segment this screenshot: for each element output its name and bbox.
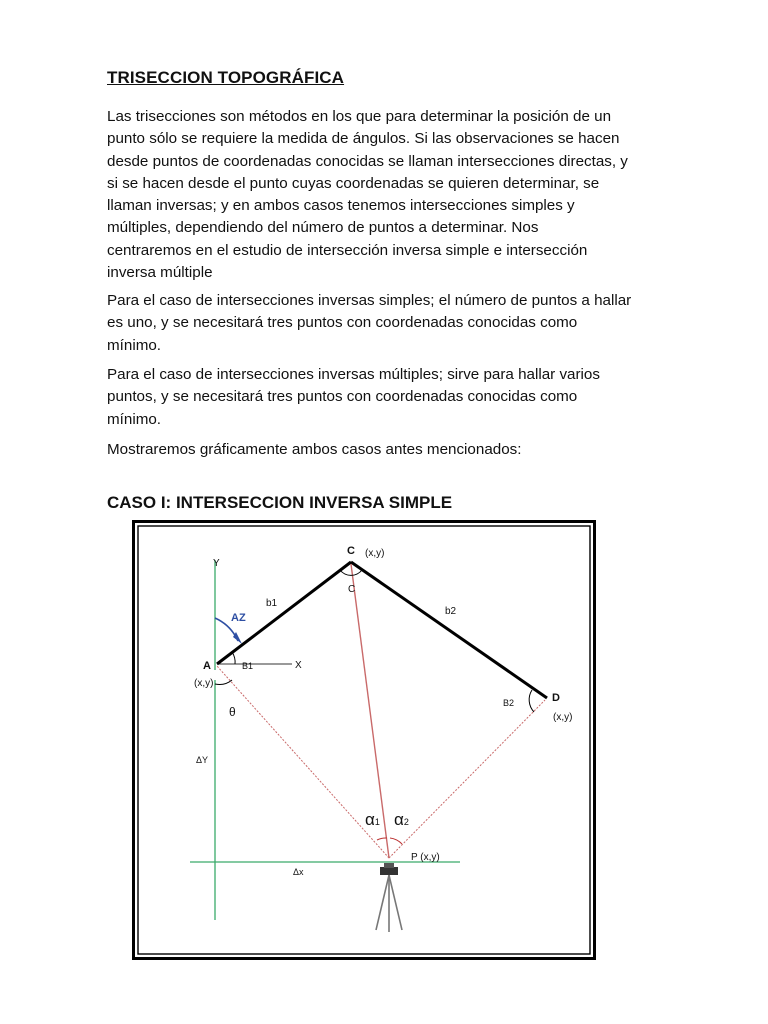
text-line: es uno, y se necesitará tres puntos con coordenadas conocidas como bbox=[107, 314, 578, 332]
label-point-p: P (x,y) bbox=[411, 852, 440, 863]
label-b2: b2 bbox=[445, 606, 457, 617]
text-line: punto sólo se requiere la medida de ángulos. Si las observaciones se hacen bbox=[107, 130, 620, 148]
section-heading: CASO I: INTERSECCION INVERSA SIMPLE bbox=[107, 493, 453, 512]
label-alpha-2-sub: 2 bbox=[403, 817, 409, 827]
text-line: Mostraremos gráficamente ambos casos antes mencionados: bbox=[107, 441, 522, 458]
label-alpha-2-symbol: α bbox=[394, 810, 404, 829]
label-b1-angle: B1 bbox=[242, 661, 254, 671]
text-line: inversa múltiple bbox=[107, 264, 213, 282]
label-a-coords: (x,y) bbox=[194, 678, 214, 689]
label-delta-y: ΔY bbox=[196, 755, 209, 765]
paragraph-simple bbox=[107, 290, 667, 357]
text-line: Para el caso de intersecciones inversas múltiples; sirve para hallar varios bbox=[107, 366, 600, 383]
label-azimuth: AZ bbox=[231, 612, 246, 624]
paragraph-closing bbox=[107, 439, 667, 461]
text-line: Las trisecciones son métodos en los que para determinar la posición de un bbox=[107, 108, 612, 125]
label-c-angle: C bbox=[348, 584, 356, 595]
text-line: mínimo. bbox=[107, 410, 162, 428]
text-line: puntos, y se necesitará tres puntos con coordenadas conocidas como bbox=[107, 388, 578, 406]
text-line: múltiples, dependiendo del número de puntos a determinar. Nos bbox=[107, 219, 539, 237]
text-line: centraremos en el estudio de intersección inversa simple e intersección bbox=[107, 241, 588, 259]
label-b1: b1 bbox=[266, 598, 278, 609]
text-line: mínimo. bbox=[107, 336, 162, 354]
label-delta-x: Δx bbox=[293, 867, 304, 877]
diagram-frame-outer bbox=[134, 522, 595, 959]
label-point-c: C bbox=[347, 545, 355, 557]
label-y-axis: Y bbox=[213, 558, 220, 569]
label-alpha-1-symbol: α bbox=[365, 810, 375, 829]
text-line: si se hacen desde el punto cuyas coordenadas se quieren determinar, se bbox=[107, 174, 600, 192]
label-theta: θ bbox=[229, 705, 236, 719]
label-c-coords: (x,y) bbox=[365, 548, 385, 559]
label-point-d: D bbox=[552, 692, 560, 704]
label-point-a: A bbox=[203, 660, 211, 672]
label-d-coords: (x,y) bbox=[553, 712, 573, 723]
label-alpha-1-sub: 1 bbox=[374, 817, 380, 827]
paragraph-multiple bbox=[107, 364, 667, 431]
text-line: Para el caso de intersecciones inversas simples; el número de puntos a hallar bbox=[107, 292, 632, 309]
label-b2-angle: B2 bbox=[503, 698, 515, 708]
paragraph-intro bbox=[107, 106, 667, 284]
label-x-axis: X bbox=[295, 660, 302, 671]
page-title: TRISECCION TOPOGRÁFICA bbox=[107, 68, 345, 87]
text-line: desde puntos de coordenadas conocidas se llaman intersecciones directas, y bbox=[107, 152, 628, 170]
text-line: llaman inversas; y en ambos casos tenemos intersecciones simples y bbox=[107, 197, 575, 215]
trisection-diagram bbox=[132, 520, 596, 960]
